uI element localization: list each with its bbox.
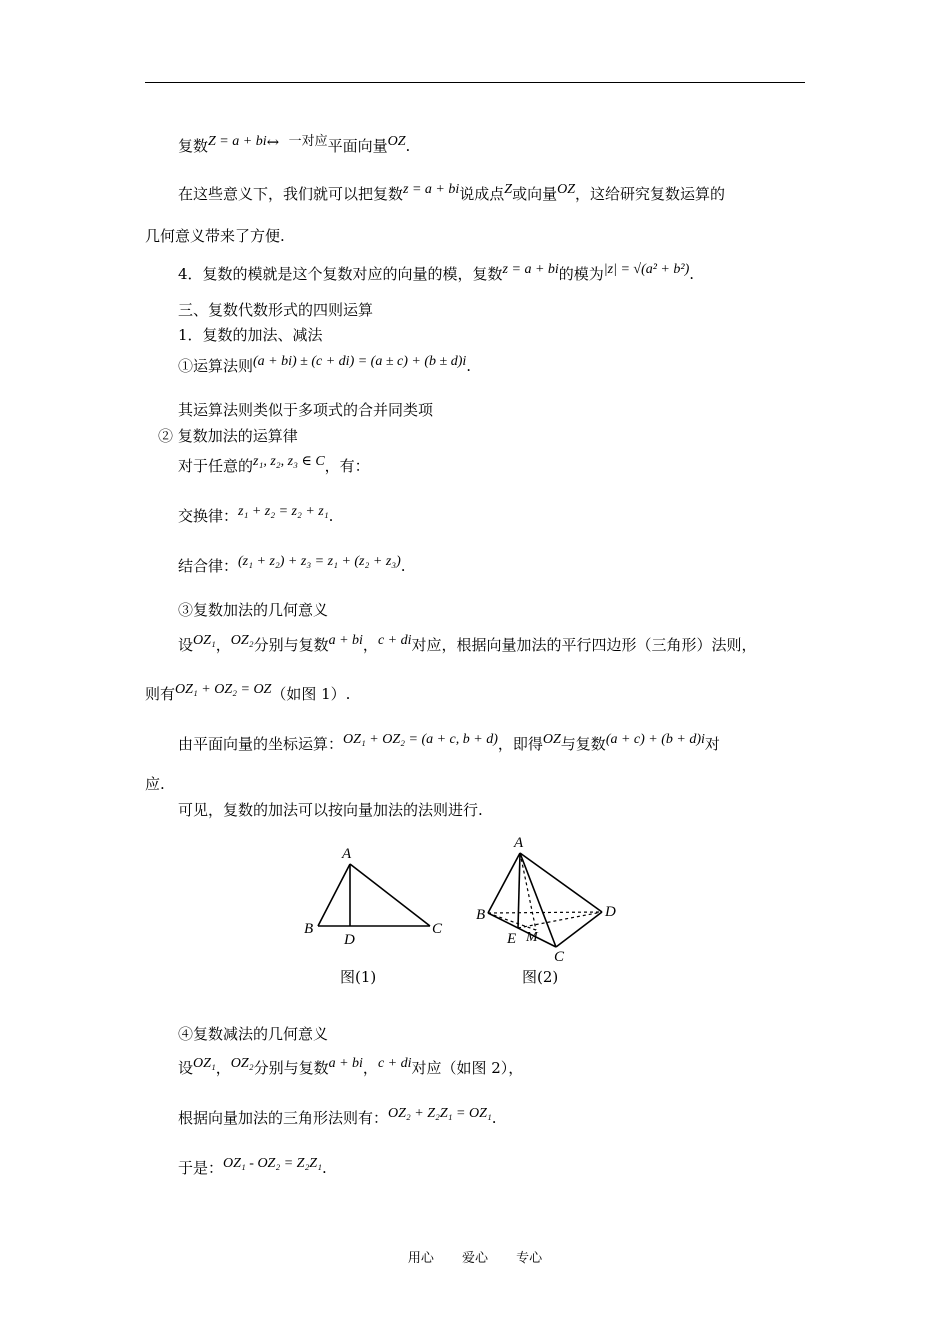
text: 对 xyxy=(704,735,720,753)
text: 对应（如图 2）， xyxy=(411,1059,524,1077)
text: ，这给研究复数运算的 xyxy=(574,185,725,203)
edge-bc xyxy=(488,913,556,947)
label-a: A xyxy=(342,846,352,862)
text: . xyxy=(491,1109,497,1127)
text-line-15 xyxy=(145,684,350,706)
math: z₁, z₂, z₃ ∈ C xyxy=(253,454,325,469)
figure-1-triangle xyxy=(298,840,448,950)
text: 则有 xyxy=(145,685,176,703)
text-line-22 xyxy=(178,1158,327,1180)
text: 平面向量 xyxy=(327,137,388,155)
label-e: E xyxy=(507,931,517,947)
figure-2-caption: 图(2) xyxy=(522,968,559,986)
vector: OZ₂ xyxy=(230,633,254,648)
math: Z = a + bi xyxy=(208,134,267,149)
math: a + bi xyxy=(328,633,363,648)
text-line-2 xyxy=(178,184,725,206)
text-line-7 xyxy=(178,356,471,378)
text-line-8: 其运算法则类似于多项式的合并同类项 xyxy=(178,401,434,419)
text: 在这些意义下，我们就可以把复数 xyxy=(178,185,404,203)
math: z₁ + z₂ = z₂ + z₁ xyxy=(238,504,329,519)
text: . xyxy=(466,357,472,375)
section-heading: 三、复数代数形式的四则运算 xyxy=(178,301,374,319)
text: 说成点 xyxy=(459,185,505,203)
label-c: C xyxy=(432,921,443,937)
label-d: D xyxy=(605,904,616,920)
text: . xyxy=(328,507,334,525)
hidden-segment-bm xyxy=(488,913,536,930)
text: ，有： xyxy=(324,457,370,475)
text-line-16 xyxy=(178,734,720,756)
text: ， xyxy=(215,1059,231,1077)
math: (z₁ + z₂) + z₃ = z₁ + (z₂ + z₃) xyxy=(238,554,401,569)
math: c + di xyxy=(377,633,412,648)
page-footer xyxy=(0,1247,950,1266)
text: . xyxy=(689,265,695,283)
text: 对应，根据向量加法的平行四边形（三角形）法则， xyxy=(411,636,757,654)
text: 设 xyxy=(178,636,194,654)
text-line-11 xyxy=(178,506,333,528)
text-line-12 xyxy=(178,556,406,578)
footer-word-2: 爱心 xyxy=(461,1251,488,1266)
text: 交换律： xyxy=(178,507,239,525)
text: 一对应 xyxy=(288,134,328,149)
label-b: B xyxy=(304,921,314,937)
text: 4．复数的模就是这个复数对应的向量的模，复数 xyxy=(178,265,503,283)
figure-2-tetrahedron xyxy=(470,830,630,965)
math: z = a + bi xyxy=(403,182,460,197)
subsection-heading: 1．复数的加法、减法 xyxy=(178,326,323,344)
math: (a + c) + (b + d)i xyxy=(605,732,705,747)
text: 于是： xyxy=(178,1159,224,1177)
label-c: C xyxy=(554,949,565,965)
edge-ac xyxy=(350,864,430,926)
modulus-formula: |z| = √(a² + b²) xyxy=(603,262,690,277)
label-a: A xyxy=(514,835,524,851)
text-line-21 xyxy=(178,1108,497,1130)
text-line-9: ② 复数加法的运算律 xyxy=(158,427,298,445)
text: 分别与复数 xyxy=(253,636,329,654)
text-line-18: 可见，复数的加法可以按向量加法的法则进行. xyxy=(178,801,483,819)
header-rule xyxy=(145,82,805,83)
text: ①运算法则 xyxy=(178,357,254,375)
text-line-19: ④复数减法的几何意义 xyxy=(178,1025,329,1043)
text: 或向量 xyxy=(512,185,558,203)
text: 分别与复数 xyxy=(253,1059,329,1077)
label-d: D xyxy=(344,932,355,948)
text: 设 xyxy=(178,1059,194,1077)
text-line-1 xyxy=(178,133,411,158)
text: . xyxy=(321,1159,327,1177)
edge-ab xyxy=(488,853,520,913)
math: OZ₁ + OZ₂ = OZ xyxy=(175,682,272,697)
footer-word-1: 用心 xyxy=(407,1251,434,1266)
vector: OZ₂ xyxy=(230,1056,254,1071)
text-line-14 xyxy=(178,635,757,657)
math: OZ₂ + Z₂Z₁ = OZ₁ xyxy=(388,1106,492,1121)
vector: OZ₁ xyxy=(193,1056,216,1071)
text: ， xyxy=(362,1059,378,1077)
segment-ae xyxy=(518,853,520,928)
text-line-13: ③复数加法的几何意义 xyxy=(178,601,329,619)
edge-ab xyxy=(318,864,350,926)
vector: OZ₁ xyxy=(193,633,216,648)
vector: OZ xyxy=(542,732,561,747)
text-line-3: 几何意义带来了方便. xyxy=(145,227,285,245)
vector: OZ xyxy=(387,134,406,149)
text: ， xyxy=(362,636,378,654)
math: (a + bi) ± (c + di) = (a ± c) + (b ± d)i xyxy=(253,354,467,369)
edge-cd xyxy=(556,912,602,947)
hidden-edge-bd xyxy=(488,912,602,913)
text: ， xyxy=(215,636,231,654)
text: ，即得 xyxy=(497,735,543,753)
hidden-segment-ed xyxy=(518,912,602,928)
math: z = a + bi xyxy=(502,262,559,277)
vector: OZ xyxy=(557,182,575,197)
figure-1-caption: 图(1) xyxy=(340,968,377,986)
label-b: B xyxy=(476,907,486,923)
text: . xyxy=(400,557,406,575)
math: OZ₁ - OZ₂ = Z₂Z₁ xyxy=(223,1156,322,1171)
text: 复数 xyxy=(178,137,209,155)
text: 对于任意的 xyxy=(178,457,254,475)
text: 结合律： xyxy=(178,557,239,575)
text-line-10 xyxy=(178,456,370,478)
text: 根据向量加法的三角形法则有： xyxy=(178,1109,389,1127)
text-line-4 xyxy=(178,264,694,286)
text: （如图 1）. xyxy=(271,685,351,703)
footer-word-3: 专心 xyxy=(516,1251,543,1266)
text: 由平面向量的坐标运算： xyxy=(178,735,344,753)
math: OZ₁ + OZ₂ = (a + c, b + d) xyxy=(343,732,498,747)
text-line-17: 应. xyxy=(145,775,165,793)
math: c + di xyxy=(377,1056,412,1071)
math: Z xyxy=(504,182,513,197)
text: . xyxy=(405,137,411,155)
label-m: M xyxy=(526,930,538,945)
edge-ad xyxy=(520,853,602,912)
math: a + bi xyxy=(328,1056,363,1071)
text: 与复数 xyxy=(560,735,606,753)
text: 的模为 xyxy=(558,265,604,283)
correspondence-symbol: ↔ xyxy=(266,133,280,151)
hidden-segment-am xyxy=(520,853,536,930)
text-line-20 xyxy=(178,1058,523,1080)
